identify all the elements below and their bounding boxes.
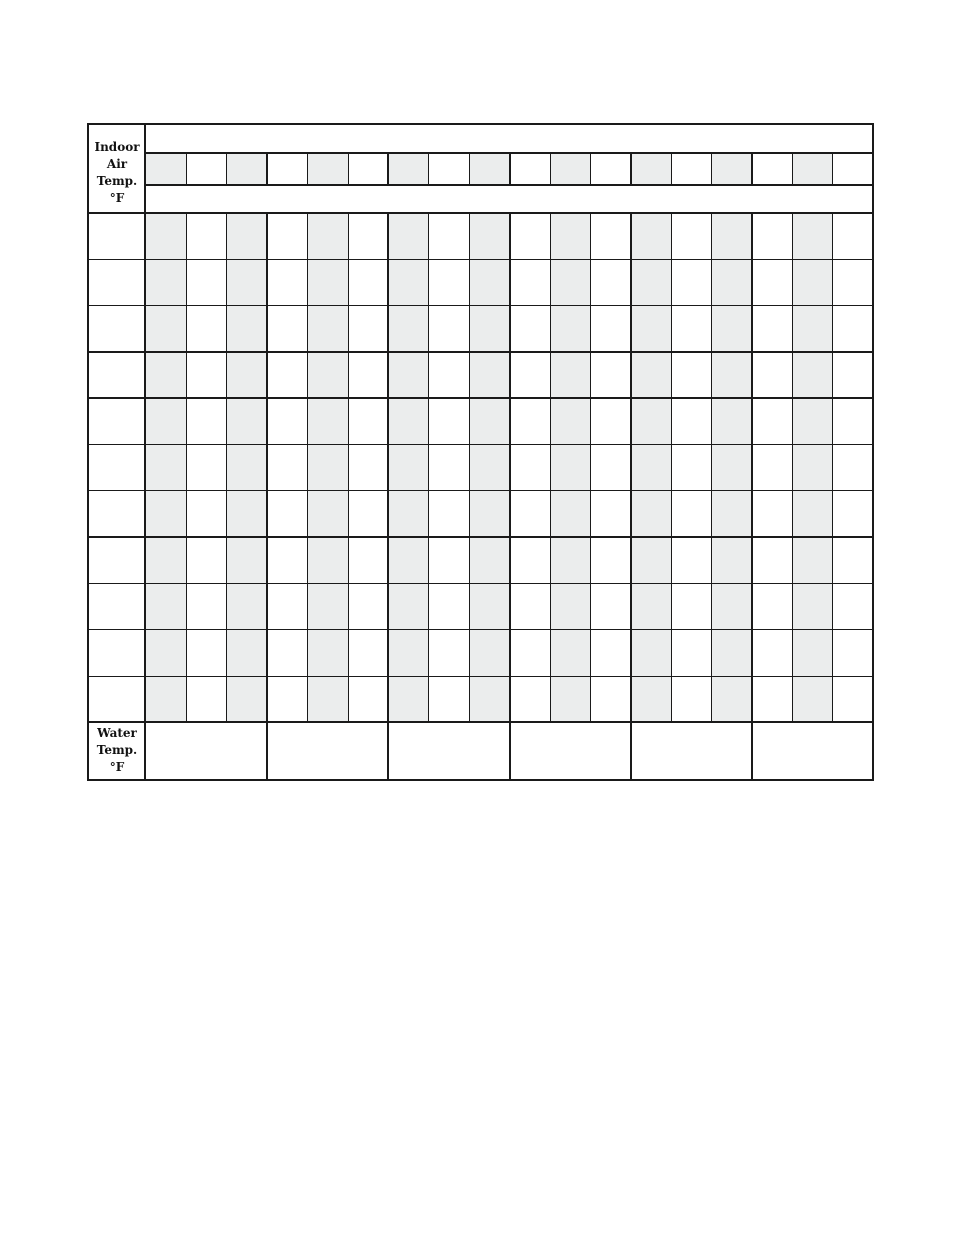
log-cell[interactable]	[348, 213, 388, 259]
log-cell[interactable]	[833, 352, 873, 398]
header-cell[interactable]	[833, 153, 873, 184]
log-cell[interactable]	[671, 259, 711, 305]
log-cell[interactable]	[792, 630, 832, 676]
log-cell[interactable]	[429, 491, 469, 537]
water-temp-cell[interactable]	[510, 722, 631, 779]
log-cell[interactable]	[186, 630, 226, 676]
log-cell[interactable]	[186, 213, 226, 259]
log-cell[interactable]	[671, 213, 711, 259]
log-cell[interactable]	[631, 445, 671, 491]
log-cell[interactable]	[792, 352, 832, 398]
log-cell[interactable]	[792, 306, 832, 352]
log-cell[interactable]	[590, 537, 630, 583]
log-cell[interactable]	[590, 398, 630, 444]
grid-rule	[832, 213, 833, 722]
grid-rule	[348, 213, 349, 722]
log-cell[interactable]	[429, 259, 469, 305]
log-cell[interactable]	[833, 491, 873, 537]
grid-rule	[307, 153, 308, 185]
log-cell[interactable]	[590, 259, 630, 305]
temperature-log-table	[87, 123, 874, 781]
log-cell[interactable]	[267, 445, 307, 491]
grid-rule	[226, 153, 227, 185]
log-cell[interactable]	[186, 352, 226, 398]
log-cell[interactable]	[712, 491, 752, 537]
log-cell[interactable]	[267, 259, 307, 305]
header-cell[interactable]	[146, 153, 186, 184]
log-cell[interactable]	[308, 259, 348, 305]
log-cell[interactable]	[469, 630, 509, 676]
log-cell[interactable]	[348, 259, 388, 305]
log-cell[interactable]	[469, 445, 509, 491]
water-temp-cell[interactable]	[388, 722, 509, 779]
log-cell[interactable]	[469, 259, 509, 305]
log-cell[interactable]	[712, 445, 752, 491]
log-cell[interactable]	[429, 398, 469, 444]
log-cell[interactable]	[429, 445, 469, 491]
log-cell[interactable]	[792, 398, 832, 444]
grid-rule	[89, 583, 872, 584]
log-cell[interactable]	[550, 583, 590, 629]
log-cell[interactable]	[348, 398, 388, 444]
log-cell[interactable]	[227, 630, 267, 676]
log-cell[interactable]	[792, 537, 832, 583]
log-cell[interactable]	[308, 213, 348, 259]
log-cell[interactable]	[752, 630, 792, 676]
log-cell[interactable]	[388, 213, 428, 259]
log-cell[interactable]	[146, 491, 186, 537]
log-cell[interactable]	[308, 583, 348, 629]
log-cell[interactable]	[510, 537, 550, 583]
grid-rule	[387, 722, 389, 779]
log-cell[interactable]	[348, 491, 388, 537]
log-cell[interactable]	[510, 491, 550, 537]
grid-rule	[266, 722, 268, 779]
log-cell[interactable]	[510, 259, 550, 305]
water-temp-cell[interactable]	[146, 722, 267, 779]
log-cell[interactable]	[792, 676, 832, 722]
grid-rule	[832, 153, 833, 185]
log-cell[interactable]	[631, 491, 671, 537]
log-cell[interactable]	[267, 306, 307, 352]
log-cell[interactable]	[388, 398, 428, 444]
log-cell[interactable]	[631, 352, 671, 398]
log-cell[interactable]	[308, 352, 348, 398]
log-cell[interactable]	[267, 630, 307, 676]
grid-rule	[550, 153, 551, 185]
water-temp-cell[interactable]	[631, 722, 752, 779]
log-cell[interactable]	[227, 491, 267, 537]
header-cell[interactable]	[550, 153, 590, 184]
log-cell[interactable]	[752, 398, 792, 444]
log-cell[interactable]	[590, 445, 630, 491]
log-cell[interactable]	[833, 259, 873, 305]
log-cell[interactable]	[752, 676, 792, 722]
log-cell[interactable]	[308, 306, 348, 352]
log-cell[interactable]	[308, 537, 348, 583]
log-cell[interactable]	[671, 352, 711, 398]
header-cell[interactable]	[590, 153, 630, 184]
log-cell[interactable]	[671, 306, 711, 352]
log-cell[interactable]	[550, 676, 590, 722]
log-cell[interactable]	[631, 537, 671, 583]
grid-rule	[186, 153, 187, 185]
grid-rule	[751, 213, 753, 722]
grid-rule	[144, 125, 146, 779]
grid-rule	[89, 259, 872, 260]
log-cell[interactable]	[348, 352, 388, 398]
grid-rule	[671, 153, 672, 185]
header-cell[interactable]	[227, 153, 267, 184]
grid-rule	[89, 536, 872, 538]
log-cell[interactable]	[308, 630, 348, 676]
log-cell[interactable]	[469, 583, 509, 629]
log-cell[interactable]	[429, 306, 469, 352]
log-cell[interactable]	[833, 213, 873, 259]
log-cell[interactable]	[227, 445, 267, 491]
grid-rule	[630, 722, 632, 779]
log-cell[interactable]	[267, 676, 307, 722]
log-cell[interactable]	[429, 213, 469, 259]
log-cell[interactable]	[752, 213, 792, 259]
log-cell[interactable]	[833, 306, 873, 352]
log-cell[interactable]	[267, 398, 307, 444]
log-cell[interactable]	[186, 306, 226, 352]
log-cell[interactable]	[388, 259, 428, 305]
grid-rule	[348, 153, 349, 185]
log-cell[interactable]	[833, 583, 873, 629]
log-cell[interactable]	[671, 676, 711, 722]
log-cell[interactable]	[186, 445, 226, 491]
log-cell[interactable]	[752, 445, 792, 491]
log-cell[interactable]	[510, 213, 550, 259]
log-cell[interactable]	[792, 583, 832, 629]
log-cell[interactable]	[712, 352, 752, 398]
log-cell[interactable]	[752, 537, 792, 583]
log-cell[interactable]	[631, 630, 671, 676]
grid-rule	[590, 153, 591, 185]
log-cell[interactable]	[752, 352, 792, 398]
log-cell[interactable]	[227, 398, 267, 444]
log-cell[interactable]	[429, 676, 469, 722]
log-cell[interactable]	[469, 213, 509, 259]
log-cell[interactable]	[792, 491, 832, 537]
grid-rule	[89, 305, 872, 306]
log-cell[interactable]	[792, 445, 832, 491]
log-cell[interactable]	[388, 352, 428, 398]
log-cell[interactable]	[146, 398, 186, 444]
log-cell[interactable]	[469, 398, 509, 444]
log-cell[interactable]	[267, 213, 307, 259]
grid-rule	[792, 213, 793, 722]
grid-rule	[751, 153, 753, 185]
log-cell[interactable]	[388, 491, 428, 537]
log-cell[interactable]	[833, 445, 873, 491]
log-cell[interactable]	[469, 676, 509, 722]
grid-rule	[630, 153, 632, 185]
log-cell[interactable]	[227, 676, 267, 722]
log-cell[interactable]	[590, 213, 630, 259]
header-cell[interactable]	[388, 153, 428, 184]
log-cell[interactable]	[833, 537, 873, 583]
log-cell[interactable]	[348, 676, 388, 722]
log-cell[interactable]	[590, 630, 630, 676]
log-cell[interactable]	[348, 445, 388, 491]
header-cell[interactable]	[469, 153, 509, 184]
log-cell[interactable]	[146, 259, 186, 305]
grid-rule	[671, 213, 672, 722]
log-cell[interactable]	[388, 306, 428, 352]
grid-rule	[226, 213, 227, 722]
grid-rule	[266, 213, 268, 722]
log-cell[interactable]	[671, 445, 711, 491]
log-cell[interactable]	[348, 306, 388, 352]
grid-rule	[307, 213, 308, 722]
grid-rule	[711, 153, 712, 185]
log-cell[interactable]	[388, 537, 428, 583]
log-cell[interactable]	[146, 213, 186, 259]
header-cell[interactable]	[792, 153, 832, 184]
log-cell[interactable]	[833, 676, 873, 722]
log-cell[interactable]	[712, 398, 752, 444]
log-cell[interactable]	[510, 630, 550, 676]
grid-rule	[428, 153, 429, 185]
grid-rule	[186, 213, 187, 722]
log-cell[interactable]	[186, 583, 226, 629]
log-cell[interactable]	[550, 630, 590, 676]
grid-rule	[509, 722, 511, 779]
log-cell[interactable]	[227, 352, 267, 398]
log-cell[interactable]	[429, 352, 469, 398]
grid-rule	[711, 213, 712, 722]
grid-rule	[469, 153, 470, 185]
grid-rule	[89, 351, 872, 353]
header-cell[interactable]	[186, 153, 226, 184]
log-cell[interactable]	[308, 445, 348, 491]
log-cell[interactable]	[348, 630, 388, 676]
header-cell[interactable]	[631, 153, 671, 184]
log-cell[interactable]	[590, 352, 630, 398]
log-cell[interactable]	[469, 306, 509, 352]
log-cell[interactable]	[590, 306, 630, 352]
log-cell[interactable]	[429, 583, 469, 629]
log-cell[interactable]	[267, 583, 307, 629]
log-cell[interactable]	[671, 398, 711, 444]
log-cell[interactable]	[186, 259, 226, 305]
water-temp-label: Water Temp. °F	[96, 726, 138, 774]
header-cell[interactable]	[348, 153, 388, 184]
log-cell[interactable]	[550, 491, 590, 537]
header-cell[interactable]	[308, 153, 348, 184]
log-cell[interactable]	[752, 259, 792, 305]
grid-rule	[89, 397, 872, 399]
log-cell[interactable]	[833, 398, 873, 444]
header-cell[interactable]	[267, 153, 307, 184]
grid-rule	[509, 153, 511, 185]
log-cell[interactable]	[590, 583, 630, 629]
grid-rule	[630, 213, 632, 722]
log-cell[interactable]	[429, 537, 469, 583]
log-cell[interactable]	[712, 259, 752, 305]
log-cell[interactable]	[752, 583, 792, 629]
log-cell[interactable]	[267, 352, 307, 398]
indoor-air-temp-label: Indoor Air Temp. °F	[94, 140, 140, 205]
log-cell[interactable]	[388, 630, 428, 676]
grid-rule	[590, 213, 591, 722]
header-cell[interactable]	[712, 153, 752, 184]
log-cell[interactable]	[429, 630, 469, 676]
log-cell[interactable]	[550, 352, 590, 398]
log-cell[interactable]	[752, 306, 792, 352]
log-cell[interactable]	[146, 537, 186, 583]
grid-rule	[387, 213, 389, 722]
grid-rule	[550, 213, 551, 722]
log-cell[interactable]	[712, 306, 752, 352]
log-cell[interactable]	[550, 537, 590, 583]
header-cell[interactable]	[429, 153, 469, 184]
log-cell[interactable]	[550, 398, 590, 444]
log-cell[interactable]	[186, 537, 226, 583]
log-cell[interactable]	[469, 352, 509, 398]
log-cell[interactable]	[146, 445, 186, 491]
log-cell[interactable]	[308, 398, 348, 444]
log-cell[interactable]	[186, 676, 226, 722]
log-cell[interactable]	[348, 583, 388, 629]
log-cell[interactable]	[227, 213, 267, 259]
grid-rule	[387, 153, 389, 185]
log-cell[interactable]	[792, 213, 832, 259]
log-cell[interactable]	[712, 676, 752, 722]
log-cell[interactable]	[388, 676, 428, 722]
header-cell[interactable]	[671, 153, 711, 184]
grid-rule	[89, 629, 872, 630]
log-cell[interactable]	[631, 306, 671, 352]
grid-rule	[89, 676, 872, 677]
log-cell[interactable]	[550, 213, 590, 259]
log-cell[interactable]	[348, 537, 388, 583]
log-cell[interactable]	[146, 676, 186, 722]
log-cell[interactable]	[550, 306, 590, 352]
log-cell[interactable]	[631, 259, 671, 305]
log-cell[interactable]	[146, 583, 186, 629]
log-cell[interactable]	[712, 213, 752, 259]
header-blank-row[interactable]	[146, 125, 872, 153]
water-temp-cell[interactable]	[267, 722, 388, 779]
log-cell[interactable]	[550, 259, 590, 305]
log-cell[interactable]	[590, 491, 630, 537]
log-cell[interactable]	[671, 583, 711, 629]
log-cell[interactable]	[227, 306, 267, 352]
grid-rule	[89, 444, 872, 445]
log-cell[interactable]	[550, 445, 590, 491]
log-cell[interactable]	[671, 491, 711, 537]
log-cell[interactable]	[186, 398, 226, 444]
grid-rule	[266, 153, 268, 185]
log-cell[interactable]	[671, 630, 711, 676]
grid-rule	[89, 721, 872, 723]
log-cell[interactable]	[469, 491, 509, 537]
log-cell[interactable]	[146, 306, 186, 352]
header-cell[interactable]	[510, 153, 550, 184]
grid-rule	[89, 212, 872, 214]
grid-rule	[469, 213, 470, 722]
log-cell[interactable]	[227, 583, 267, 629]
log-cell[interactable]	[631, 213, 671, 259]
log-cell[interactable]	[146, 630, 186, 676]
log-cell[interactable]	[510, 352, 550, 398]
header-cell[interactable]	[752, 153, 792, 184]
log-cell[interactable]	[752, 491, 792, 537]
grid-rule	[792, 153, 793, 185]
grid-rule	[428, 213, 429, 722]
grid-rule	[751, 722, 753, 779]
log-cell[interactable]	[267, 537, 307, 583]
log-cell[interactable]	[510, 676, 550, 722]
water-temp-cell[interactable]	[752, 722, 873, 779]
log-cell[interactable]	[833, 630, 873, 676]
log-cell[interactable]	[227, 537, 267, 583]
log-cell[interactable]	[308, 676, 348, 722]
log-cell[interactable]	[631, 676, 671, 722]
log-cell[interactable]	[510, 445, 550, 491]
log-cell[interactable]	[712, 630, 752, 676]
log-cell[interactable]	[186, 491, 226, 537]
log-cell[interactable]	[590, 676, 630, 722]
grid-rule	[509, 213, 511, 722]
log-cell[interactable]	[146, 352, 186, 398]
log-cell[interactable]	[510, 306, 550, 352]
log-cell[interactable]	[227, 259, 267, 305]
log-cell[interactable]	[631, 583, 671, 629]
log-cell[interactable]	[712, 537, 752, 583]
log-cell[interactable]	[631, 398, 671, 444]
log-cell[interactable]	[388, 445, 428, 491]
log-cell[interactable]	[712, 583, 752, 629]
log-cell[interactable]	[469, 537, 509, 583]
header-blank-row-2[interactable]	[146, 185, 872, 213]
log-cell[interactable]	[510, 583, 550, 629]
log-cell[interactable]	[671, 537, 711, 583]
grid-rule	[89, 490, 872, 491]
log-cell[interactable]	[267, 491, 307, 537]
log-cell[interactable]	[308, 491, 348, 537]
log-cell[interactable]	[792, 259, 832, 305]
log-cell[interactable]	[388, 583, 428, 629]
log-cell[interactable]	[510, 398, 550, 444]
